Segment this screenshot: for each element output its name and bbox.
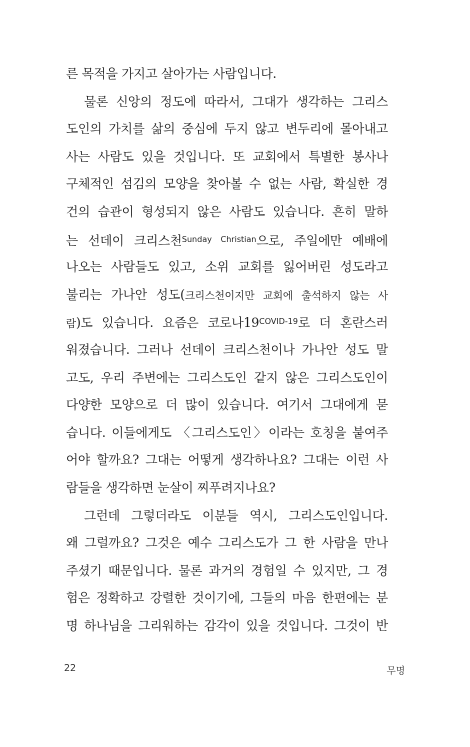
running-head: 무명 — [386, 666, 405, 677]
english-gloss: Sunday Christian — [181, 234, 257, 244]
text-line — [66, 281, 388, 309]
text-span: 로 더 혼란스러 — [297, 315, 388, 331]
text-line — [66, 226, 388, 254]
text-line: 른 목적을 가지고 살아가는 사람입니다. — [66, 66, 277, 81]
text-span: 는 선데이 크리스천 — [66, 232, 182, 248]
text-line: 어야 할까요? 그대는 어떻게 생각하나요? 그대는 이런 사 — [66, 452, 388, 468]
text-span: 으로, 주일에만 예배에 — [256, 232, 388, 248]
text-line: 도인의 가치를 삶의 중심에 두지 않고 변두리에 몰아내고 — [66, 121, 388, 137]
text-span: 불리는 가나안 성도( — [66, 286, 185, 302]
text-line: 워졌습니다. 그러나 선데이 크리스천이나 가나안 성도 말 — [66, 341, 388, 357]
text-line: 험은 정확하고 강렬한 것이기에, 그들의 마음 한편에는 분 — [66, 590, 388, 606]
text-line: 명 하나님을 그리워하는 감각이 있을 것입니다. 그것이 반 — [66, 617, 388, 633]
body-text — [66, 60, 388, 639]
parenthetical-note: 크리스천이지만 교회에 출석하지 않는 사 — [184, 289, 388, 302]
parenthetical-note: 람 — [66, 318, 76, 331]
text-span: )도 있습니다. 요즘은 코로나19 — [75, 315, 260, 331]
text-line: 그런데 그렇더라도 이분들 역시, 그리스도인입니다. — [84, 507, 388, 523]
text-line: 주셨기 때문입니다. 물론 과거의 경험일 수 있지만, 그 경 — [66, 562, 388, 578]
text-line: 고도, 우리 주변에는 그리스도인 같지 않은 그리스도인이 — [66, 369, 388, 385]
text-line: 다양한 모양으로 더 많이 있습니다. 여기서 그대에게 묻 — [66, 397, 388, 413]
text-line — [66, 308, 388, 336]
text-line: 구체적인 섬김의 모양을 찾아볼 수 없는 사람, 확실한 경 — [66, 176, 388, 192]
text-line: 왜 그럴까요? 그것은 예수 그리스도가 그 한 사람을 만나 — [66, 535, 388, 551]
page-number: 22 — [64, 663, 77, 674]
text-line: 사는 사람도 있을 것입니다. 또 교회에서 특별한 봉사나 — [66, 148, 388, 164]
text-line: 습니다. 이들에게도 〈그리스도인〉이라는 호칭을 붙여주 — [66, 424, 388, 440]
text-line: 물론 신앙의 정도에 따라서, 그대가 생각하는 그리스 — [84, 93, 388, 109]
text-line: 나오는 사람들도 있고, 소위 교회를 잃어버린 성도라고 — [66, 259, 388, 275]
text-line: 람들을 생각하면 눈살이 찌푸려지나요? — [66, 479, 276, 495]
english-gloss: COVID-19 — [259, 317, 298, 327]
text-line: 건의 습관이 형성되지 않은 사람도 있습니다. 흔히 말하 — [66, 203, 388, 219]
